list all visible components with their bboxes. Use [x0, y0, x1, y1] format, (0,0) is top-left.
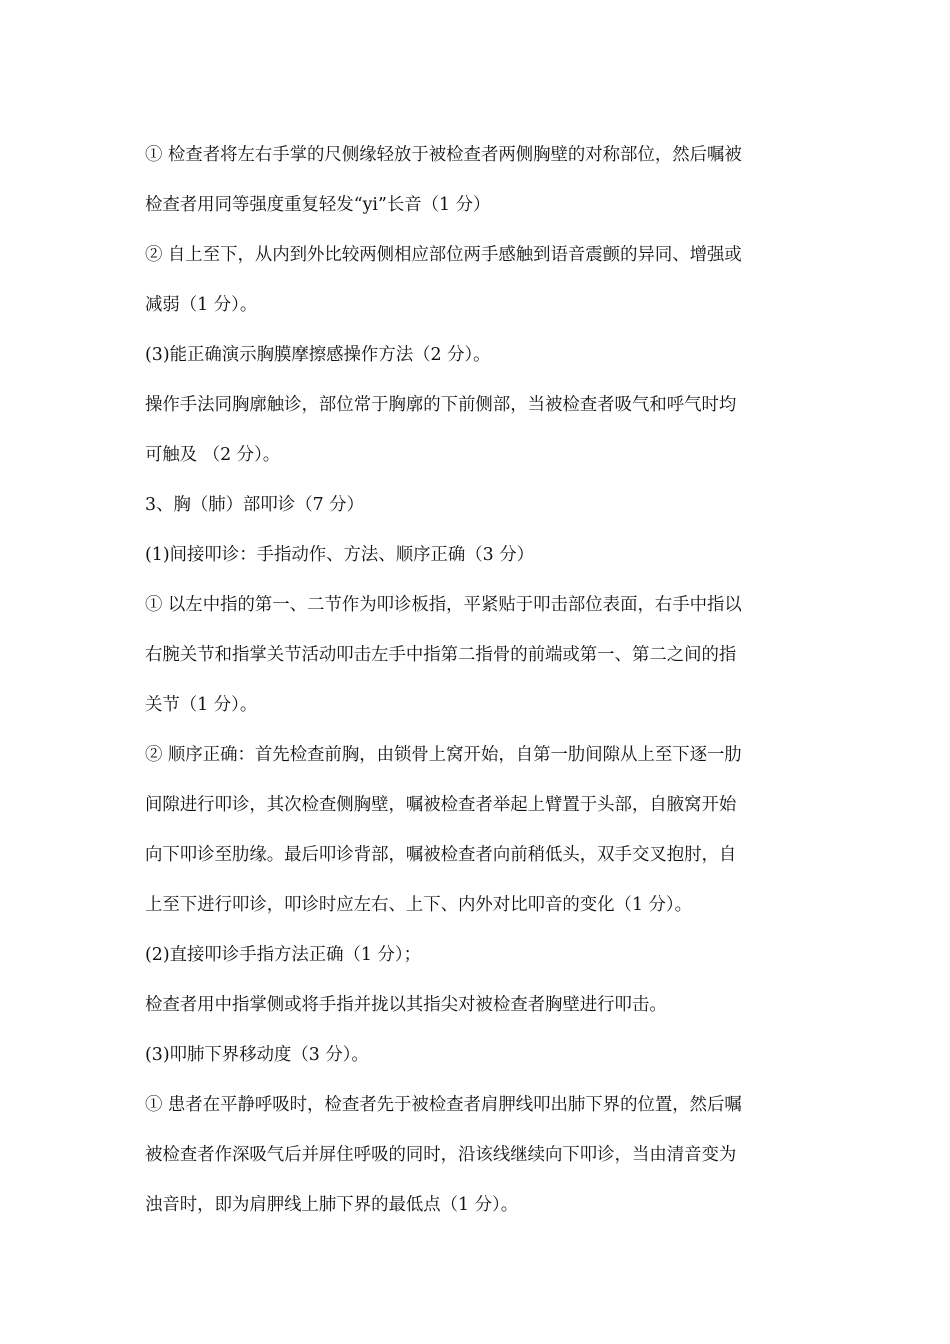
text-line: 上至下进行叩诊，叩诊时应左右、上下、内外对比叩音的变化（1 分）。: [145, 895, 693, 915]
text-line: 减弱（1 分）。: [145, 295, 258, 315]
text-line: 关节（1 分）。: [145, 695, 258, 715]
document-body: [145, 130, 805, 1230]
text-line: ② 顺序正确：首先检查前胸，由锁骨上窝开始，自第一肋间隙从上至下逐一肋: [145, 745, 742, 765]
text-line: 被检查者作深吸气后并屏住呼吸的同时，沿该线继续向下叩诊，当由清音变为: [145, 1145, 737, 1165]
text-line: 右腕关节和指掌关节活动叩击左手中指第二指骨的前端或第一、第二之间的指: [145, 645, 737, 665]
text-line: ① 患者在平静呼吸时，检查者先于被检查者肩胛线叩出肺下界的位置，然后嘱: [145, 1095, 742, 1115]
text-line: 间隙进行叩诊，其次检查侧胸壁，嘱被检查者举起上臂置于头部，自腋窝开始: [145, 795, 737, 815]
text-line: 检查者用同等强度重复轻发“yi”长音（1 分）: [145, 195, 491, 215]
text-line: (3)能正确演示胸膜摩擦感操作方法（2 分）。: [145, 345, 491, 365]
text-line: 可触及 （2 分）。: [145, 445, 281, 465]
section-heading: 3、胸（肺）部叩诊（7 分）: [145, 495, 364, 515]
text-line: 操作手法同胸廓触诊，部位常于胸廓的下前侧部，当被检查者吸气和呼气时均: [145, 395, 737, 415]
text-line: 浊音时，即为肩胛线上肺下界的最低点（1 分）。: [145, 1195, 519, 1215]
text-line: ① 检查者将左右手掌的尺侧缘轻放于被检查者两侧胸壁的对称部位，然后嘱被: [145, 145, 742, 165]
text-line: 向下叩诊至肋缘。最后叩诊背部，嘱被检查者向前稍低头，双手交叉抱肘，自: [145, 845, 737, 865]
text-line: ① 以左中指的第一、二节作为叩诊板指，平紧贴于叩击部位表面，右手中指以: [145, 595, 742, 615]
text-line: (2)直接叩诊手指方法正确（1 分）；: [145, 945, 421, 965]
text-line: ② 自上至下，从内到外比较两侧相应部位两手感触到语音震颤的异同、增强或: [145, 245, 742, 265]
text-line: 检查者用中指掌侧或将手指并拢以其指尖对被检查者胸壁进行叩击。: [145, 995, 667, 1015]
text-line: (3)叩肺下界移动度（3 分）。: [145, 1045, 369, 1065]
text-line: (1)间接叩诊：手指动作、方法、顺序正确（3 分）: [145, 545, 535, 565]
